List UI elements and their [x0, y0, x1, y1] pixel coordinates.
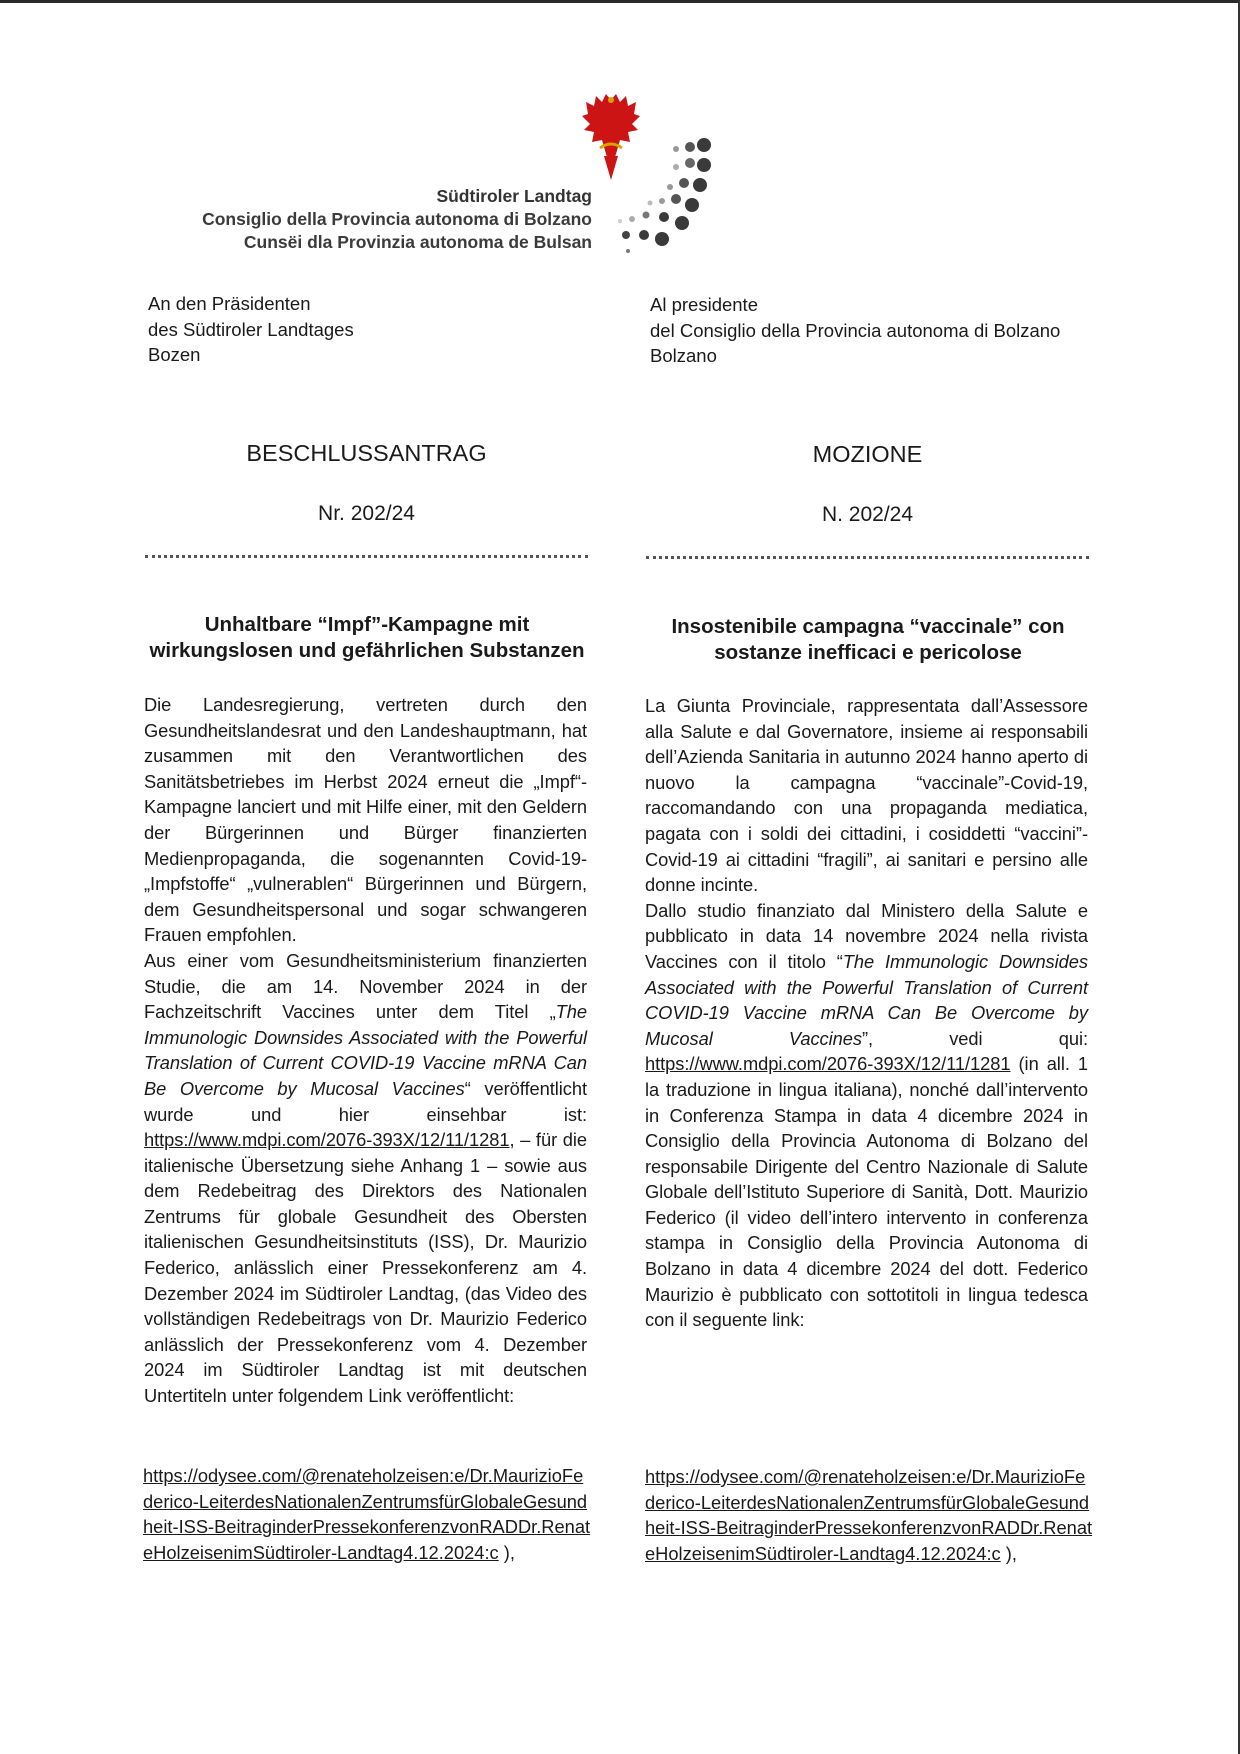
study-link-it[interactable]: https://www.mdpi.com/2076-393X/12/11/1281 — [645, 1053, 1011, 1075]
scan-edge-top — [0, 0, 1240, 3]
video-link-block-de: https://odysee.com/@renateholzeisen:e/Dr.MaurizioFederico-LeiterdesNationalenZentrumsfürGlobaleGesundheit-ISS-BeitraginderPressekonferenzvonRADDr.RenateHolzeisenimSüdtiroler-Landtag4.12.2024:c ), — [143, 1465, 591, 1563]
paragraph-1-de: Die Landesregierung, vertreten durch den Gesundheitslandesrat und den Landeshauptmann, hat zusammen mit den Verantwortlichen des Sanitätsbetriebes im Herbst 2024 erneut die „Impf“-Kampagne lanciert und mit Hilfe einer, mit den Geldern der Bürgerinnen und Bürger finanzierten Medienpropaganda, die sogenannten Covid-19-„Impfstoffe“ „vulnerablen“ Bürgerinnen und Bürgern, dem Gesundheitspersonal und sogar schwangeren Frauen empfohlen. — [144, 694, 587, 946]
paragraph-2-de: Aus einer vom Gesundheitsministerium finanzierten Studie, die am 14. November 2024 in der Fachzeitschrift Vaccines unter dem Titel „The Immunologic Downsides Associated with the Powerful Translation of Current COVID-19 Vaccine mRNA Can Be Overcome by Mucosal Vaccines“ veröffentlicht wurde und hier einsehbar ist: https://www.mdpi.com/2076-393X/12/11/1281, – für die italienische Übersetzung siehe Anhang 1 – sowie aus dem Redebeitrag des Direktors des Nationalen Zentrums für globale Gesundheit des Obersten italienischen Gesundheitsinstituts (ISS), Dr. Maurizio Federico, anlässlich einer Pressekonferenz am 4. Dezember 2024 im Südtiroler Landtag, (das Video des vollständigen Redebeitrags von Dr. Maurizio Federico anlässlich der Pressekonferenz vom 4. Dezember 2024 im Südtiroler Landtag ist mit deutschen Untertiteln unter folgendem Link veröffentlicht: — [144, 949, 587, 1407]
institution-name-de: Südtiroler Landtag — [436, 186, 592, 206]
institution-name-lad: Cunsëi dla Provinzia autonoma de Bulsan — [243, 232, 592, 252]
document-type-de: BESCHLUSSANTRAG — [246, 440, 487, 466]
institution-masthead — [180, 185, 592, 254]
study-title-de: The Immunologic Downsides Associated with the Powerful Translation of Current COVID-19 Vaccine mRNA Can Be Overcome by Mucosal Vaccines — [144, 1001, 587, 1099]
subject-heading-it: Insostenibile campagna “vaccinale” con sostanze inefficaci e pericolose — [671, 615, 1065, 664]
body-text-it — [645, 693, 1088, 1333]
body-text-de — [144, 692, 587, 1409]
study-link-de[interactable]: https://www.mdpi.com/2076-393X/12/11/1281 — [144, 1129, 510, 1151]
dotted-divider-it — [646, 556, 1089, 559]
document-type-it: MOZIONE — [812, 441, 923, 467]
video-link-it[interactable]: https://odysee.com/@renateholzeisen:e/Dr.MaurizioFederico-LeiterdesNationalenZentrumsfürGlobaleGesundheit-ISS-BeitraginderPressekonferenzvonRADDr.RenateHolzeisenimSüdtiroler-Landtag4.12.2024:c — [645, 1466, 1093, 1564]
paragraph-1-it: La Giunta Provinciale, rappresentata dall’Assessore alla Salute e dal Governatore, insieme ai responsabili dell’Azienda Sanitaria in autunno 2024 hanno aperto di nuovo la campagna “vaccinale”-Covid-19, raccomandando con una propaganda mediatica, pagata con i soldi dei cittadini, i cosiddetti “vaccini”-Covid-19 ai cittadini “fragili”, ai sanitari e persino alle donne incinte. — [645, 695, 1088, 896]
recipient-address-it: Al presidente del Consiglio della Provincia autonoma di Bolzano Bolzano — [650, 294, 1061, 366]
document-number-it: N. 202/24 — [821, 503, 914, 526]
study-title-it: The Immunologic Downsides Associated with the Powerful Translation of Current COVID-19 Vaccine mRNA Can Be Overcome by Mucosal Vaccines — [645, 950, 1088, 1049]
dot-pattern-logo-icon — [608, 135, 720, 253]
document-number-de: Nr. 202/24 — [318, 502, 415, 525]
video-link-de[interactable]: https://odysee.com/@renateholzeisen:e/Dr.MaurizioFederico-LeiterdesNationalenZentrumsfürGlobaleGesundheit-ISS-BeitraginderPressekonferenzvonRADDr.RenateHolzeisenimSüdtiroler-Landtag4.12.2024:c — [143, 1465, 591, 1563]
recipient-address-de: An den Präsidenten des Südtiroler Landtages Bozen — [148, 293, 354, 365]
institution-name-it: Consiglio della Provincia autonoma di Bolzano — [202, 209, 592, 229]
video-link-block-it: https://odysee.com/@renateholzeisen:e/Dr.MaurizioFederico-LeiterdesNationalenZentrumsfürGlobaleGesundheit-ISS-BeitraginderPressekonferenzvonRADDr.RenateHolzeisenimSüdtiroler-Landtag4.12.2024:c ), — [645, 1466, 1093, 1564]
dotted-divider-de — [145, 555, 588, 558]
subject-heading-de: Unhaltbare “Impf”-Kampagne mit wirkungslosen und gefährlichen Substanzen — [149, 613, 585, 662]
paragraph-2-it: Dallo studio finanziato dal Ministero della Salute e pubblicato in data 14 novembre 2024 nella rivista Vaccines con il titolo “The Immunologic Downsides Associated with the Powerful Translation of Current COVID-19 Vaccine mRNA Can Be Overcome by Mucosal Vaccines”, vedi qui: https://www.mdpi.com/2076-393X/12/11/1281 (in all. 1 la traduzione in lingua italiana), nonché dall’intervento in Conferenza Stampa in data 4 dicembre 2024 in Consiglio della Provincia Autonoma di Bolzano del responsabile Dirigente del Centro Nazionale di Salute Globale dell’Istituto Superiore di Sanità, Dott. Maurizio Federico (il video dell’intero intervento in conferenza stampa in Consiglio della Provincia Autonoma di Bolzano in data 4 dicembre 2024 del dott. Federico Maurizio è pubblicato con sottotitoli in lingua tedesca con il seguente link: — [645, 899, 1088, 1331]
